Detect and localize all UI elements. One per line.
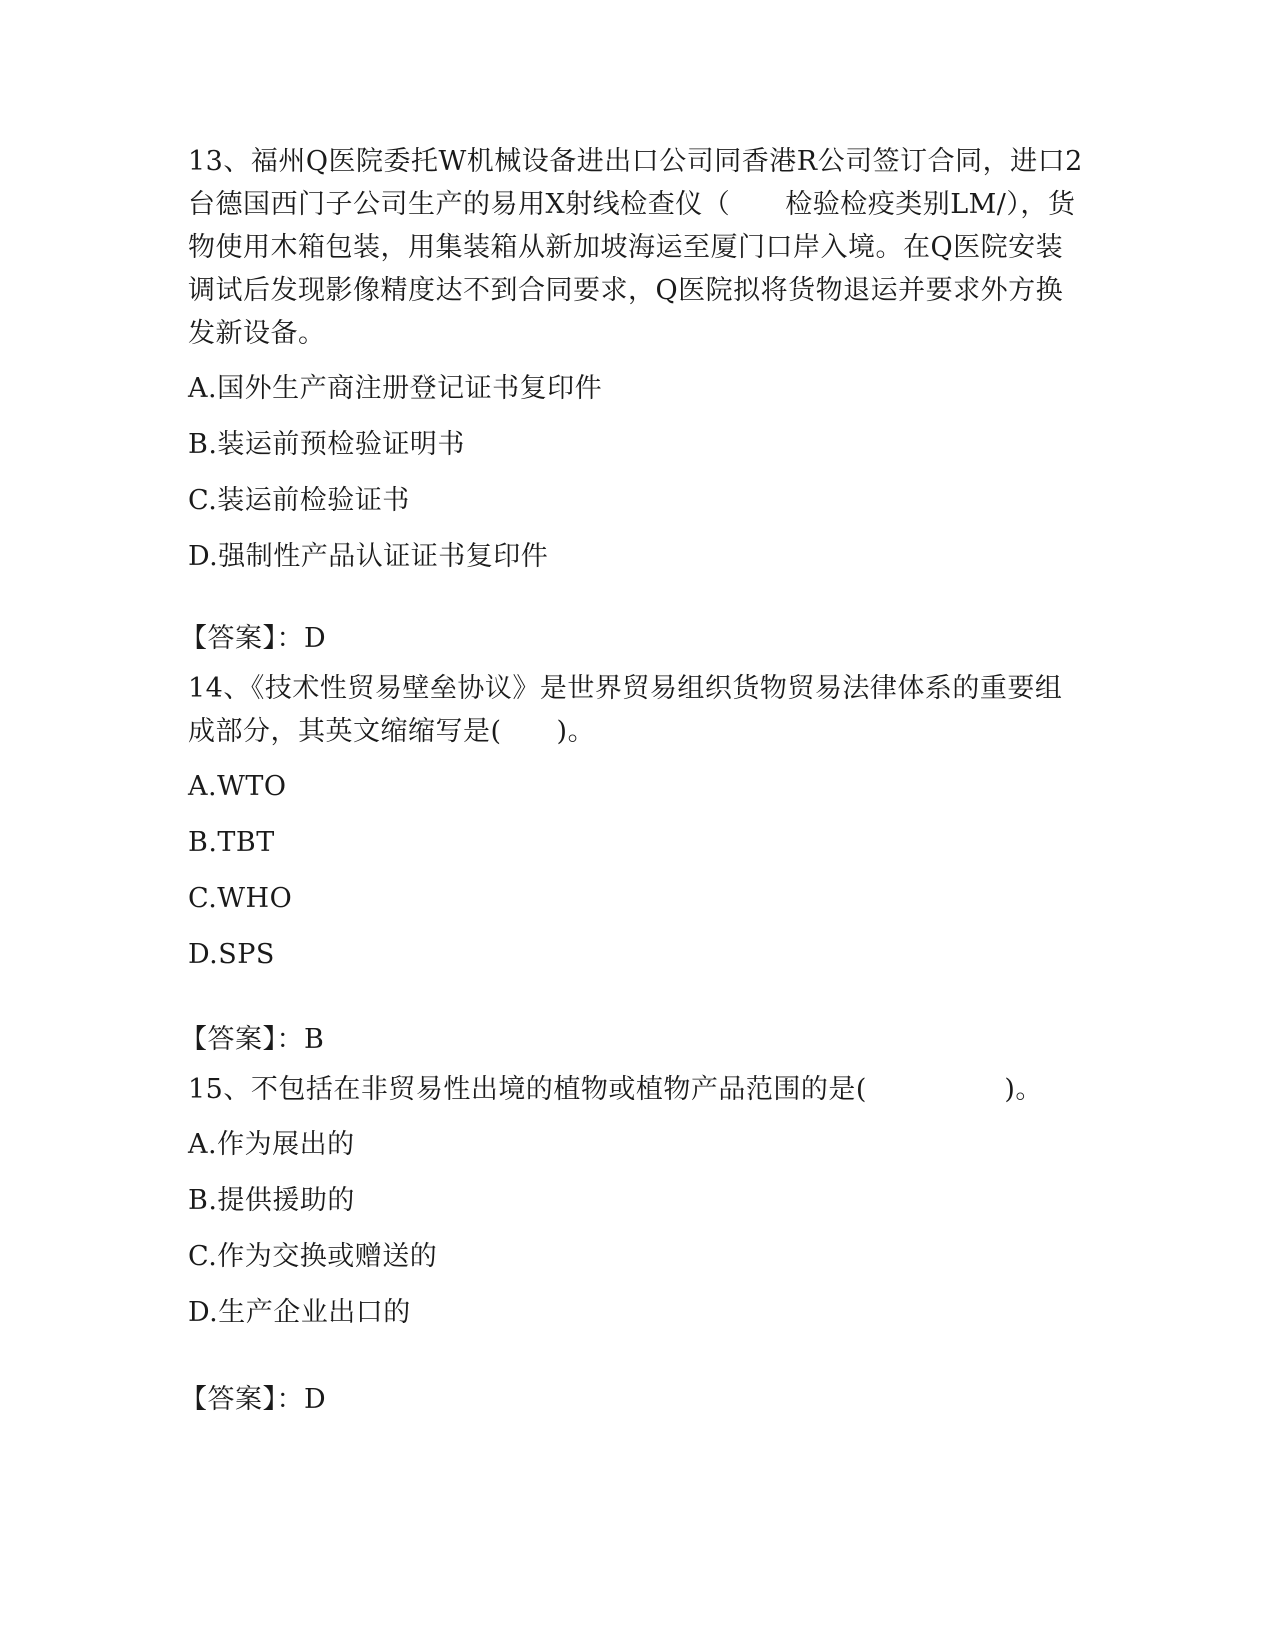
question-14 (188, 667, 1088, 983)
question-13 (188, 140, 1088, 585)
answer-13: 【答案】：D (180, 623, 327, 654)
option-c: C.作为交换或赠送的 (188, 1241, 438, 1272)
question-15 (188, 1068, 1088, 1341)
option-d: D.SPS (188, 939, 275, 970)
option-list (188, 361, 1088, 585)
option-d: D.生产企业出口的 (188, 1297, 411, 1328)
question-stem: 13、福州Q医院委托W机械设备进出口公司同香港R公司签订合同，进口2台德国西门子公司生产的易用X射线检查仪（ 检验检疫类别LM/），货物使用木箱包装，用集装箱从新加坡海运至厦门口岸入境。在Q医院安装调试后发现影像精度达不到合同要求，Q医院拟将货物退运并要求外方换发新设备。 (188, 146, 1083, 349)
option-c: C.装运前检验证书 (188, 485, 410, 516)
option-a: A.作为展出的 (188, 1129, 355, 1160)
option-list (188, 759, 1088, 983)
answer-15: 【答案】：D (180, 1384, 327, 1415)
option-b: B.提供援助的 (188, 1185, 355, 1216)
option-a: A.国外生产商注册登记证书复印件 (188, 373, 603, 404)
answer-14: 【答案】：B (180, 1024, 325, 1055)
option-c: C.WHO (188, 883, 293, 914)
option-d: D.强制性产品认证证书复印件 (188, 541, 549, 572)
question-stem: 15、不包括在非贸易性出境的植物或植物产品范围的是( )。 (188, 1074, 1043, 1105)
option-b: B.TBT (188, 827, 275, 858)
option-b: B.装运前预检验证明书 (188, 429, 465, 460)
option-list (188, 1117, 1088, 1341)
question-stem: 14、《技术性贸易壁垒协议》是世界贸易组织货物贸易法律体系的重要组成部分，其英文缩缩写是( )。 (188, 673, 1063, 747)
option-a: A.WTO (188, 771, 287, 802)
